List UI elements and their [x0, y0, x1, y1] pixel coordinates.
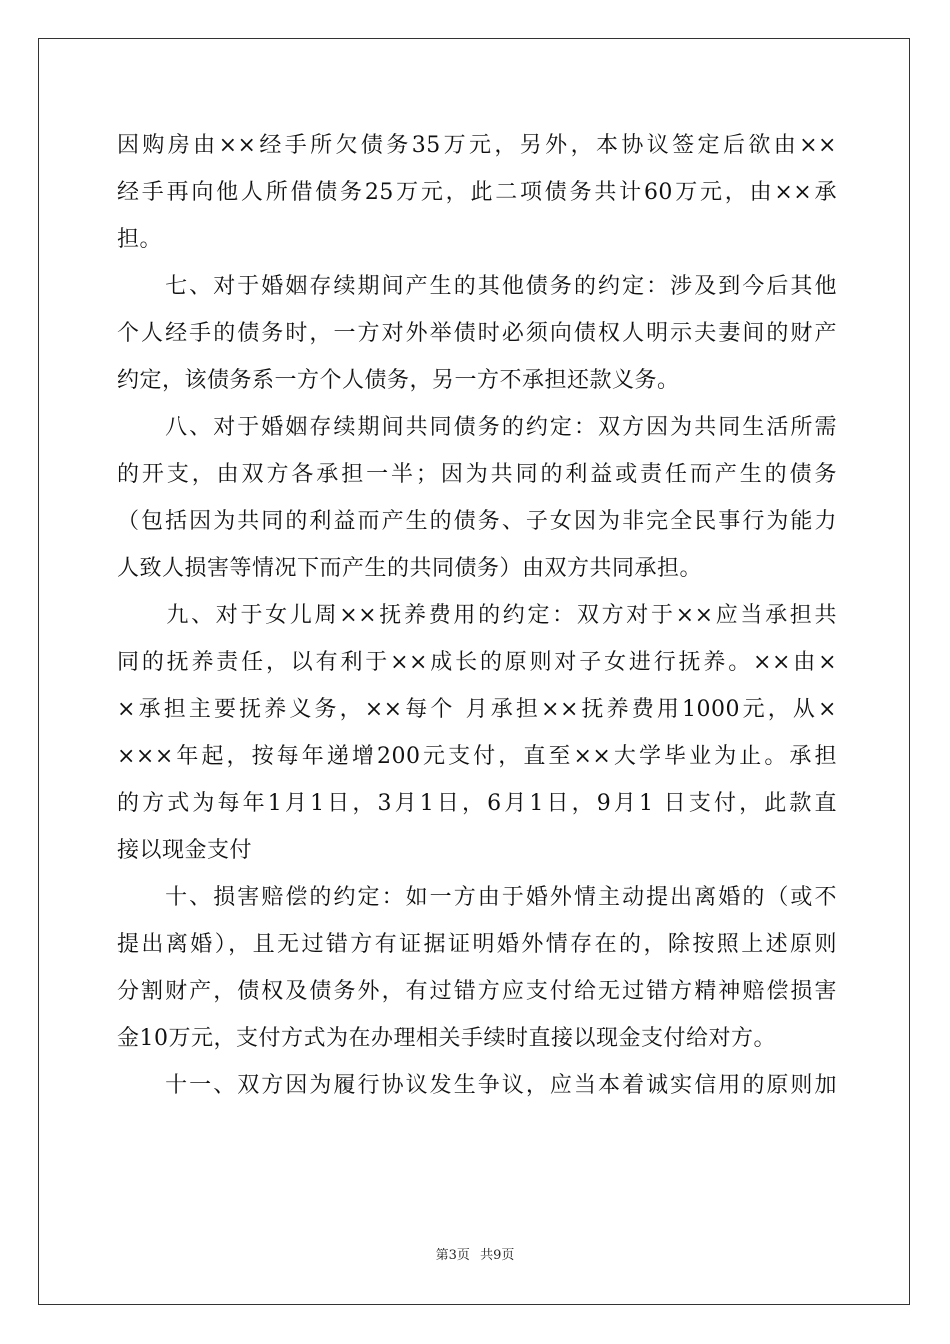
- page-footer: [0, 1244, 950, 1263]
- text-line: 因购房由××经手所欠债务35万元，另外，本协议签定后欲由××: [117, 133, 837, 158]
- text-line: 约定，该债务系一方个人债务，另一方不承担还款义务。: [117, 368, 680, 393]
- page-number: 第3页: [435, 1248, 470, 1263]
- text-line: 接以现金支付: [117, 838, 253, 863]
- document-body: [117, 126, 837, 1113]
- text-line: 七、对于婚姻存续期间产生的其他债务的约定：涉及到今后其他: [117, 274, 837, 299]
- text-line: ×承担主要抚养义务，××每个 月承担××抚养费用1000元，从×: [117, 697, 837, 722]
- text-line: 的开支，由双方各承担一半；因为共同的利益或责任而产生的债务: [117, 462, 837, 487]
- text-line: ×××年起，按每年递增200元支付，直至××大学毕业为止。承担: [117, 744, 837, 769]
- text-line: 金10万元，支付方式为在办理相关手续时直接以现金支付给对方。: [117, 1026, 776, 1051]
- text-line: 人致人损害等情况下而产生的共同债务）由双方共同承担。: [117, 556, 703, 581]
- text-line: （包括因为共同的利益而产生的债务、子女因为非完全民事行为能力: [117, 509, 837, 534]
- text-line: 个人经手的债务时，一方对外举债时必须向债权人明示夫妻间的财产: [117, 321, 837, 346]
- text-line: 分割财产，债权及债务外，有过错方应支付给无过错方精神赔偿损害: [117, 979, 837, 1004]
- text-line: 十、损害赔偿的约定：如一方由于婚外情主动提出离婚的（或不: [117, 885, 837, 910]
- text-line: 九、对于女儿周××抚养费用的约定：双方对于××应当承担共: [117, 603, 837, 628]
- text-line: 经手再向他人所借债务25万元，此二项债务共计60万元，由××承: [117, 180, 837, 205]
- text-line: 担。: [117, 227, 163, 252]
- text-line: 十一、双方因为履行协议发生争议，应当本着诚实信用的原则加: [117, 1073, 837, 1098]
- total-pages: 共9页: [480, 1248, 515, 1263]
- text-line: 八、对于婚姻存续期间共同债务的约定：双方因为共同生活所需: [117, 415, 837, 440]
- text-line: 提出离婚），且无过错方有证据证明婚外情存在的，除按照上述原则: [117, 932, 837, 957]
- text-line: 同的抚养责任，以有利于××成长的原则对子女进行抚养。××由×: [117, 650, 837, 675]
- text-line: 的方式为每年1月1日，3月1日，6月1日，9月1 日支付，此款直: [117, 791, 837, 816]
